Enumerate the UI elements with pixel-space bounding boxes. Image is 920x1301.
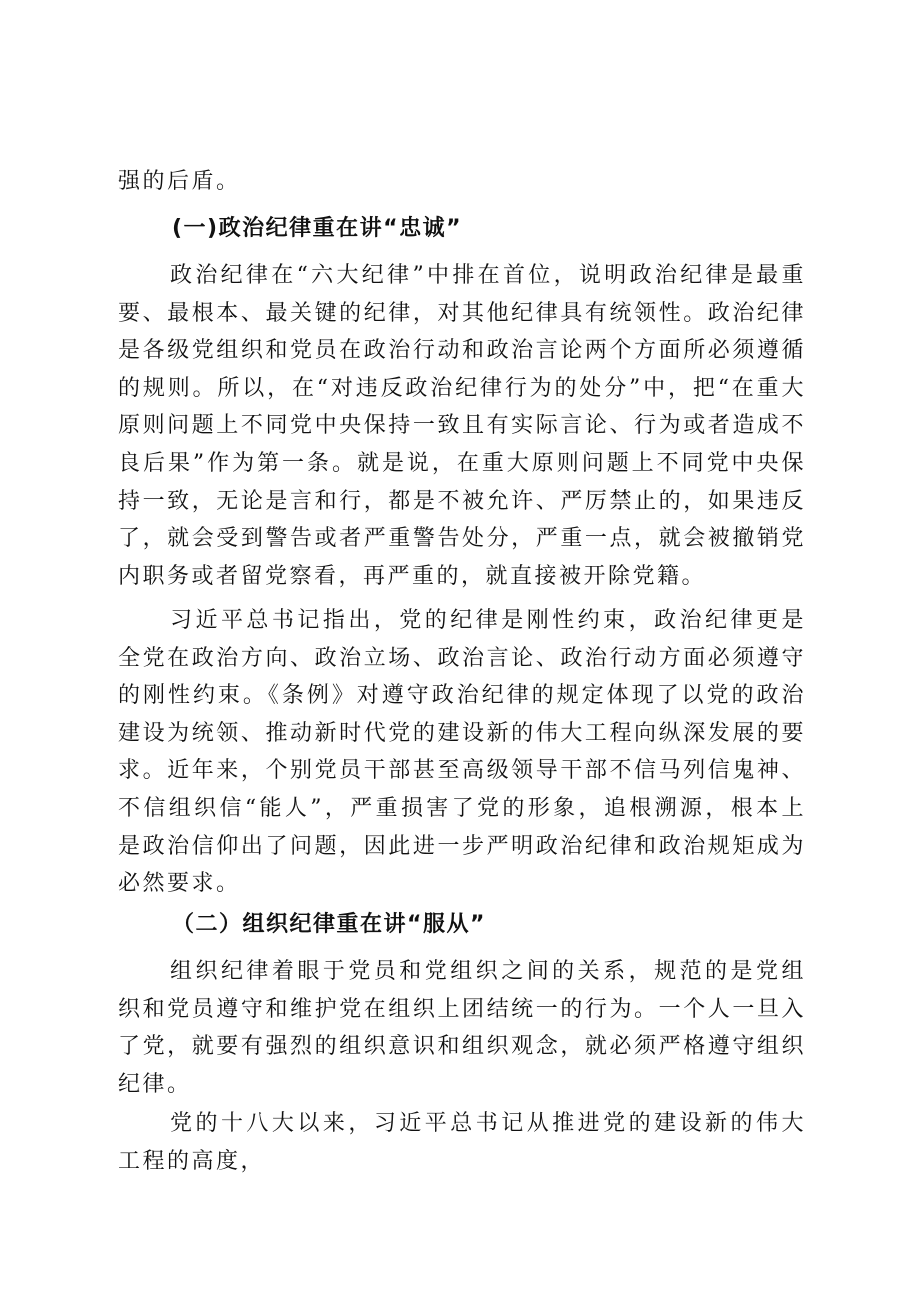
section-1-heading: (一)政治纪律重在讲“忠诚” [172,216,463,241]
section-1-paragraph-1: 政治纪律在“六大纪律”中排在首位，说明政治纪律是最重要、最根本、最关键的纪律，对其他纪律具有统领性。政治纪律是各级党组织和党员在政治行动和政治言论两个方面所必须遵循的规则。所以，在“对违反政治纪律行为的处分”中，把“在重大原则问题上不同党中央保持一致且有实际言论、行为或者造成不良后果”作为第一条。就是说，在重大原则问题上不同党中央保持一致，无论是言和行，都是不被允许、严厉禁止的，如果违反了，就会受到警告或者严重警告处分，严重一点，就会被撤销党内职务或者留党察看，再严重的，就直接被开除党籍。 [118,263,806,589]
continuation-text: 强的后盾。 [118,169,241,194]
section-2-heading: （二）组织纪律重在讲“服从” [172,912,486,937]
section-2-paragraph-1: 组织纪律着眼于党员和党组织之间的关系，规范的是党组织和党员遵守和维护党在组织上团结统一的行为。一个人一旦入了党，就要有强烈的组织意识和组织观念，就必须严格遵守组织纪律。 [118,959,806,1097]
section-1-paragraph-2: 习近平总书记指出，党的纪律是刚性约束，政治纪律更是全党在政治方向、政治立场、政治言论、政治行动方面必须遵守的刚性约束。《条例》对遵守政治纪律的规定体现了以党的政治建设为统领、推动新时代党的建设新的伟大工程向纵深发展的要求。近年来，个别党员干部甚至高级领导干部不信马列信鬼神、不信组织信“能人”，严重损害了党的形象，追根溯源，根本上是政治信仰出了问题，因此进一步严明政治纪律和政治规矩成为必然要求。 [118,608,806,897]
section-2-paragraph-2: 党的十八大以来，习近平总书记从推进党的建设新的伟大工程的高度， [118,1111,806,1174]
